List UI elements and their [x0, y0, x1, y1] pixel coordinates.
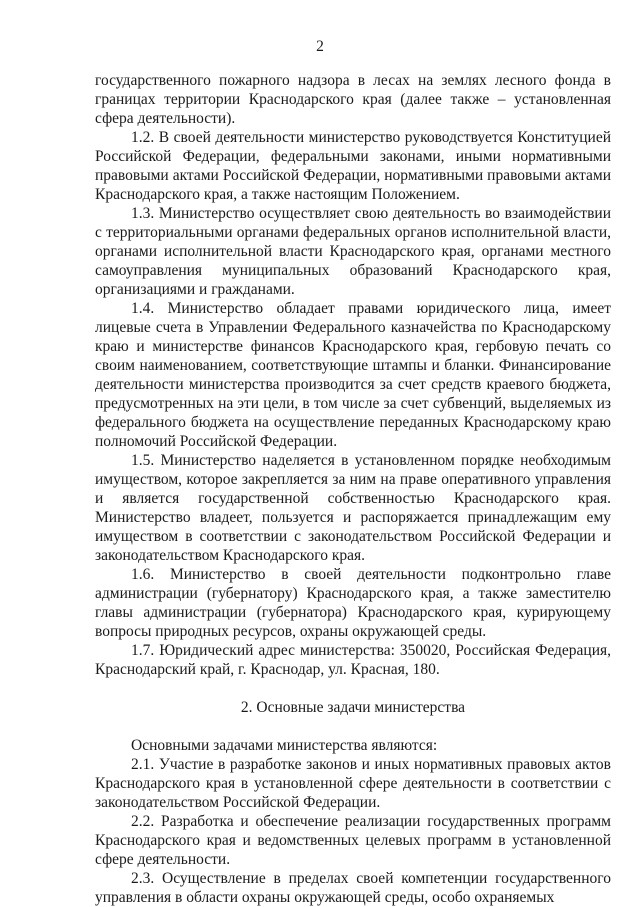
paragraph-1-5: 1.5. Министерство наделяется в установленном порядке необходимым имуществом, которое закрепляется за ним на праве оперативного управления и является государственной собственностью Краснодарского края. Министерство владеет, пользуется и распоряжается принадлежащим ему имуществом в соответствии с законодательством Российской Федерации и законодательством Краснодарского края. — [95, 452, 611, 564]
page-number: 2 — [316, 38, 324, 55]
paragraph-1-7: 1.7. Юридический адрес министерства: 350020, Российская Федерация, Краснодарский край, г. Краснодар, ул. Красная, 180. — [95, 642, 611, 678]
paragraph-1-3: 1.3. Министерство осуществляет свою деятельность во взаимодействии с территориальными органами федеральных органов исполнительной власти, органами исполнительной власти Краснодарского края, органами местного самоуправления муниципальных образований Краснодарского края, организациями и гражданами. — [95, 205, 611, 298]
section-heading: 2. Основные задачи министерства — [240, 699, 466, 716]
paragraph-2-3: 2.3. Осуществление в пределах своей компетенции государственного управления в области охраны окружающей среды, особо охраняемых — [95, 870, 611, 906]
paragraph-2-1: 2.1. Участие в разработке законов и иных нормативных правовых актов Краснодарского края в установленной сфере деятельности в соответствии с законодательством Российской Федерации. — [95, 756, 611, 811]
paragraph-2-2: 2.2. Разработка и обеспечение реализации государственных программ Краснодарского края и ведомственных целевых программ в установленной сфере деятельности. — [95, 813, 611, 868]
paragraph-continuation: государственного пожарного надзора в лесах на землях лесного фонда в границах территории Краснодарского края (далее также – установленная сфера деятельности). — [95, 72, 611, 127]
paragraph-2-intro: Основными задачами министерства являются: — [131, 737, 438, 754]
document-body — [95, 71, 611, 907]
paragraph-1-2: 1.2. В своей деятельности министерство руководствуется Конституцией Российской Федерации, федеральными законами, иными нормативными правовыми актами Российской Федерации, нормативными правовыми актами Краснодарского края, а также настоящим Положением. — [95, 129, 611, 203]
paragraph-1-6: 1.6. Министерство в своей деятельности подконтрольно главе администрации (губернатору) Краснодарского края, а также заместителю главы администрации (губернатора) Краснодарского края, курирующему вопросы природных ресурсов, охраны окружающей среды. — [95, 566, 611, 640]
paragraph-1-4: 1.4. Министерство обладает правами юридического лица, имеет лицевые счета в Управлении Федерального казначейства по Краснодарскому краю и министерстве финансов Краснодарского края, гербовую печать со своим наименованием, соответствующие штампы и бланки. Финансирование деятельности министерства производится за счет средств краевого бюджета, предусмотренных на эти цели, в том числе за счет субвенций, выделяемых из федерального бюджета на осуществление переданных Краснодарскому краю полномочий Российской Федерации. — [95, 300, 611, 450]
